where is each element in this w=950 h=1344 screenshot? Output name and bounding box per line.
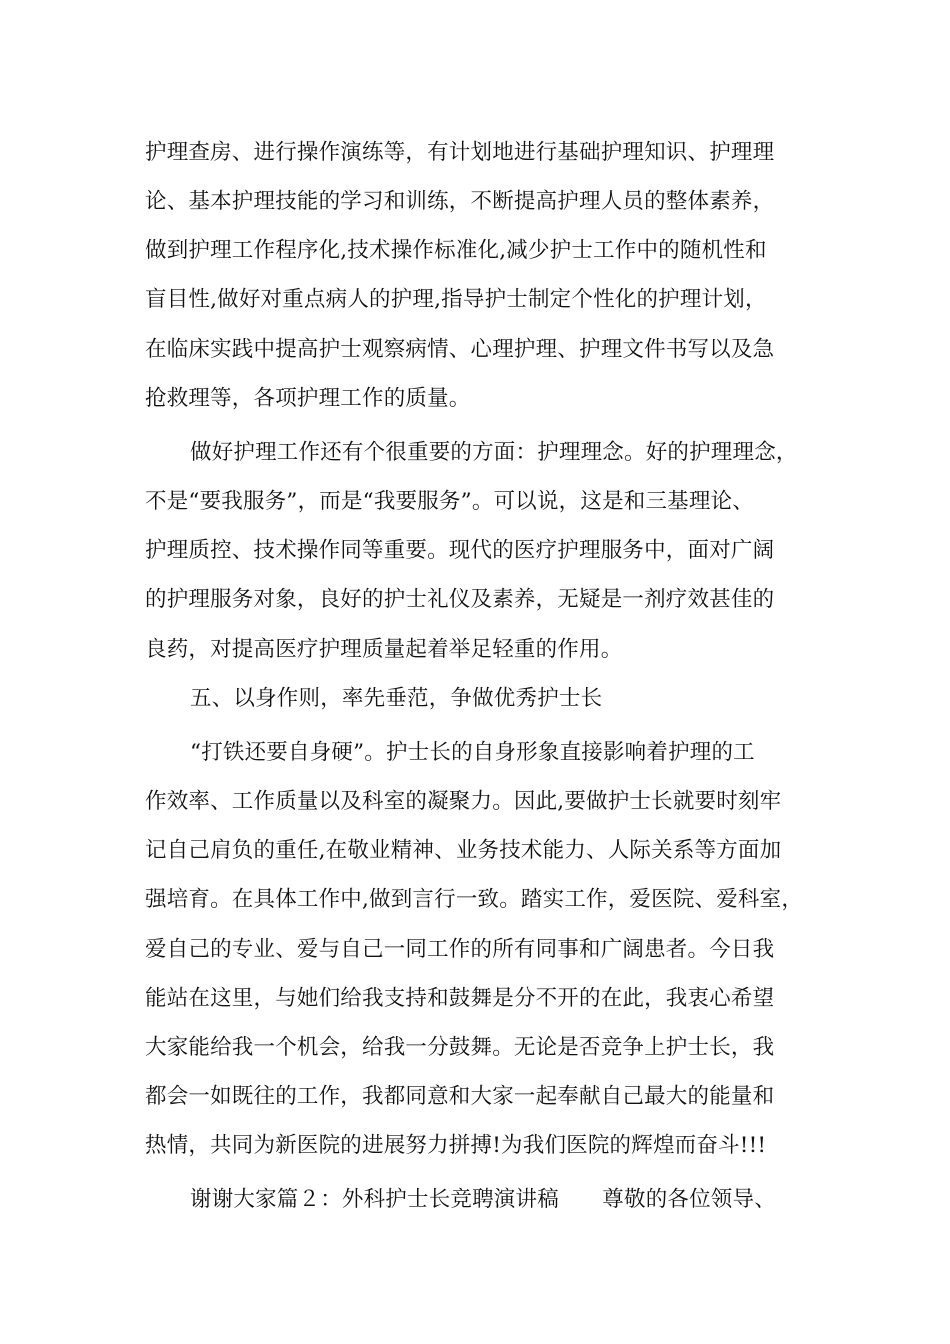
text-line: 做到护理工作程序化,技术操作标准化,减少护士工作中的随机性和 [145,238,767,263]
paragraph-start-line: 谢谢大家篇２：外科护士长竞聘演讲稿 尊敬的各位领导、 [190,1187,776,1212]
text-line: 记自己肩负的重任,在敬业精神、业务技术能力、人际关系等方面加 [145,838,782,863]
text-line: 论、基本护理技能的学习和训练，不断提高护理人员的整体素养， [145,189,775,214]
text-line: 不是“要我服务”，而是“我要服务”。可以说，这是和三基理论、 [145,489,754,514]
text-line: 爱自己的专业、爱与自己一同工作的所有同事和广阔患者。今日我 [145,937,775,962]
text-line: 都会一如既往的工作，我都同意和大家一起奉献自己最大的能量和 [145,1084,775,1109]
text-line: 能站在这里，与她们给我支持和鼓舞是分不开的在此，我衷心希望 [145,986,775,1011]
text-line: 作效率、工作质量以及科室的凝聚力。因此,要做护士长就要时刻牢 [145,789,782,814]
text-line: 强培育。在具体工作中,做到言行一致。踏实工作，爱医院、爱科室， [145,887,804,912]
paragraph-start-line: “打铁还要自身硬”。护士长的自身形象直接影响着护理的工 [190,740,755,765]
section-heading: 五、以身作则，率先垂范，争做优秀护士长 [190,686,603,711]
text-line: 盲目性,做好对重点病人的护理,指导护士制定个性化的护理计划， [145,287,767,312]
text-line: 的护理服务对象，良好的护士礼仪及素养，无疑是一剂疗效甚佳的 [145,587,775,612]
text-line: 在临床实践中提高护士观察病情、心理护理、护理文件书写以及急 [145,337,775,362]
text-line: 良药，对提高医疗护理质量起着举足轻重的作用。 [145,637,623,662]
text-line: 护理质控、技术操作同等重要。现代的医疗护理服务中，面对广阔 [145,538,775,563]
text-line: 抢救理等，各项护理工作的质量。 [145,386,471,411]
paragraph-start-line: 做好护理工作还有个很重要的方面：护理理念。好的护理理念， [190,440,798,465]
text-line: 大家能给我一个机会，给我一分鼓舞。无论是否竞争上护士长，我 [145,1035,775,1060]
text-line: 热情，共同为新医院的进展努力拼搏!为我们医院的辉煌而奋斗!!! [145,1133,767,1158]
text-line: 护理查房、进行操作演练等，有计划地进行基础护理知识、护理理 [145,140,775,165]
